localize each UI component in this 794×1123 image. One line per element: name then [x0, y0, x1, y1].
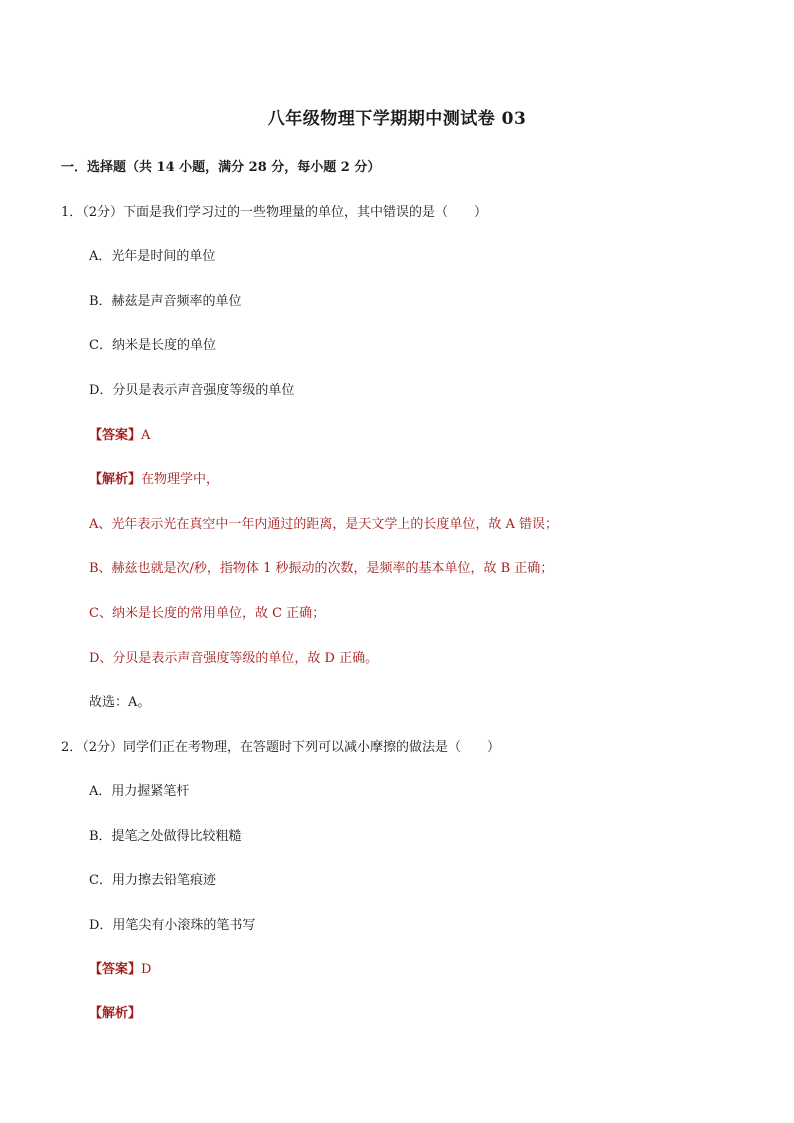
analysis-tag: 【解析】 — [89, 472, 142, 487]
question-1-option-d: D．分贝是表示声音强度等级的单位 — [89, 383, 295, 398]
section-heading: 一．选择题（共 14 小题，满分 28 分，每小题 2 分） — [61, 160, 381, 175]
question-1-analysis-line-d: D、分贝是表示声音强度等级的单位，故 D 正确。 — [89, 651, 379, 666]
question-1-analysis-line-c: C、纳米是长度的常用单位，故 C 正确； — [89, 606, 326, 621]
question-1-answer — [89, 424, 150, 443]
question-1-option-a: A．光年是时间的单位 — [89, 249, 216, 264]
question-2-option-d: D．用笔尖有小滚珠的笔书写 — [89, 918, 256, 933]
page-title: 八年级物理下学期期中测试卷 03 — [267, 109, 527, 129]
answer-value: A — [141, 428, 151, 443]
question-2-option-a: A．用力握紧笔杆 — [89, 784, 190, 799]
question-2-answer — [89, 958, 151, 977]
question-1-option-c: C．纳米是长度的单位 — [89, 338, 216, 353]
answer-tag: 【答案】 — [89, 962, 142, 977]
question-2-option-c: C．用力擦去铅笔痕迹 — [89, 873, 216, 888]
answer-tag: 【答案】 — [89, 428, 142, 443]
question-1-analysis-line-a: A、光年表示光在真空中一年内通过的距离，是天文学上的长度单位，故 A 错误； — [89, 517, 559, 532]
question-2-stem: 2．（2分）同学们正在考物理，在答题时下列可以减小摩擦的做法是（ ） — [61, 740, 501, 755]
analysis-tag: 【解析】 — [89, 1006, 142, 1021]
question-1-stem: 1．（2分）下面是我们学习过的一些物理量的单位，其中错误的是（ ） — [61, 205, 488, 220]
question-1-option-b: B．赫兹是声音频率的单位 — [89, 294, 242, 309]
analysis-intro-text: 在物理学中， — [141, 472, 220, 487]
question-2-option-b: B．提笔之处做得比较粗糙 — [89, 829, 242, 844]
answer-value: D — [141, 962, 152, 977]
question-1-analysis-line-b: B、赫兹也就是次/秒，指物体 1 秒振动的次数，是频率的基本单位，故 B 正确； — [89, 561, 554, 576]
question-2-analysis — [89, 1002, 141, 1021]
question-1-conclusion: 故选：A。 — [89, 695, 151, 710]
question-1-analysis-intro — [89, 468, 219, 487]
